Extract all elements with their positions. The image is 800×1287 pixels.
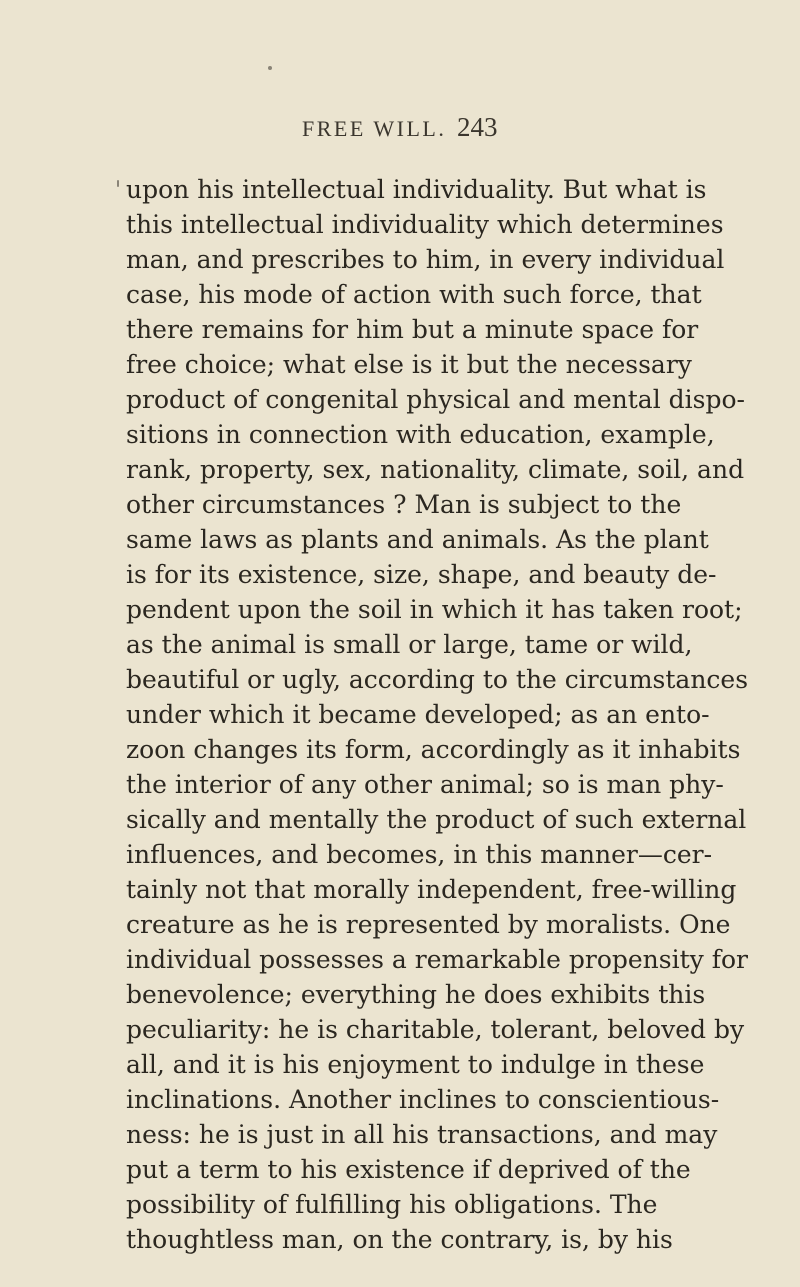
text-line: pendent upon the soil in which it has taken root; xyxy=(126,595,743,624)
text-line: inclinations. Another inclines to conscientious- xyxy=(126,1085,720,1114)
text-line: beautiful or ugly, according to the circumstances xyxy=(126,665,749,694)
text-line: other circumstances ? Man is subject to the xyxy=(126,490,682,519)
text-line: all, and it is his enjoyment to indulge in these xyxy=(126,1050,705,1079)
text-line: possibility of fulfilling his obligations. The xyxy=(126,1190,658,1219)
text-line: sitions in connection with education, example, xyxy=(126,420,715,449)
running-head-title: FREE WILL. xyxy=(302,116,447,141)
text-line: thoughtless man, on the contrary, is, by his xyxy=(126,1225,673,1254)
text-line: same laws as plants and animals. As the plant xyxy=(126,525,709,554)
text-line: peculiarity: he is charitable, tolerant, beloved by xyxy=(126,1015,745,1044)
text-line: product of congenital physical and mental dispo- xyxy=(126,385,745,414)
text-line: case, his mode of action with such force, that xyxy=(126,280,702,309)
text-line: influences, and becomes, in this manner—cer- xyxy=(126,840,713,869)
paper-speck xyxy=(117,180,119,187)
text-line: ness: he is just in all his transactions, and may xyxy=(126,1120,718,1149)
text-line: the interior of any other animal; so is man phy- xyxy=(126,770,724,799)
text-line: under which it became developed; as an ento- xyxy=(126,700,710,729)
text-line: tainly not that morally independent, free-willing xyxy=(126,875,737,904)
running-head xyxy=(0,110,800,150)
text-line: zoon changes its form, accordingly as it inhabits xyxy=(126,735,741,764)
text-line: rank, property, sex, nationality, climate, soil, and xyxy=(126,455,745,484)
text-line: is for its existence, size, shape, and beauty de- xyxy=(126,560,717,589)
text-line: this intellectual individuality which determines xyxy=(126,210,724,239)
paper-speck xyxy=(268,66,272,70)
text-line: sically and mentally the product of such external xyxy=(126,805,747,834)
text-line: creature as he is represented by moralists. One xyxy=(126,910,731,939)
text-line: individual possesses a remarkable propensity for xyxy=(126,945,748,974)
text-line: as the animal is small or large, tame or wild, xyxy=(126,630,693,659)
text-line: upon his intellectual individuality. But what is xyxy=(126,175,707,204)
text-line: put a term to his existence if deprived of the xyxy=(126,1155,691,1184)
body-text xyxy=(126,172,749,1257)
text-line: free choice; what else is it but the necessary xyxy=(126,350,692,379)
page-number: 243 xyxy=(457,112,498,142)
text-line: benevolence; everything he does exhibits this xyxy=(126,980,706,1009)
text-line: there remains for him but a minute space for xyxy=(126,315,699,344)
text-line: man, and prescribes to him, in every individual xyxy=(126,245,725,274)
